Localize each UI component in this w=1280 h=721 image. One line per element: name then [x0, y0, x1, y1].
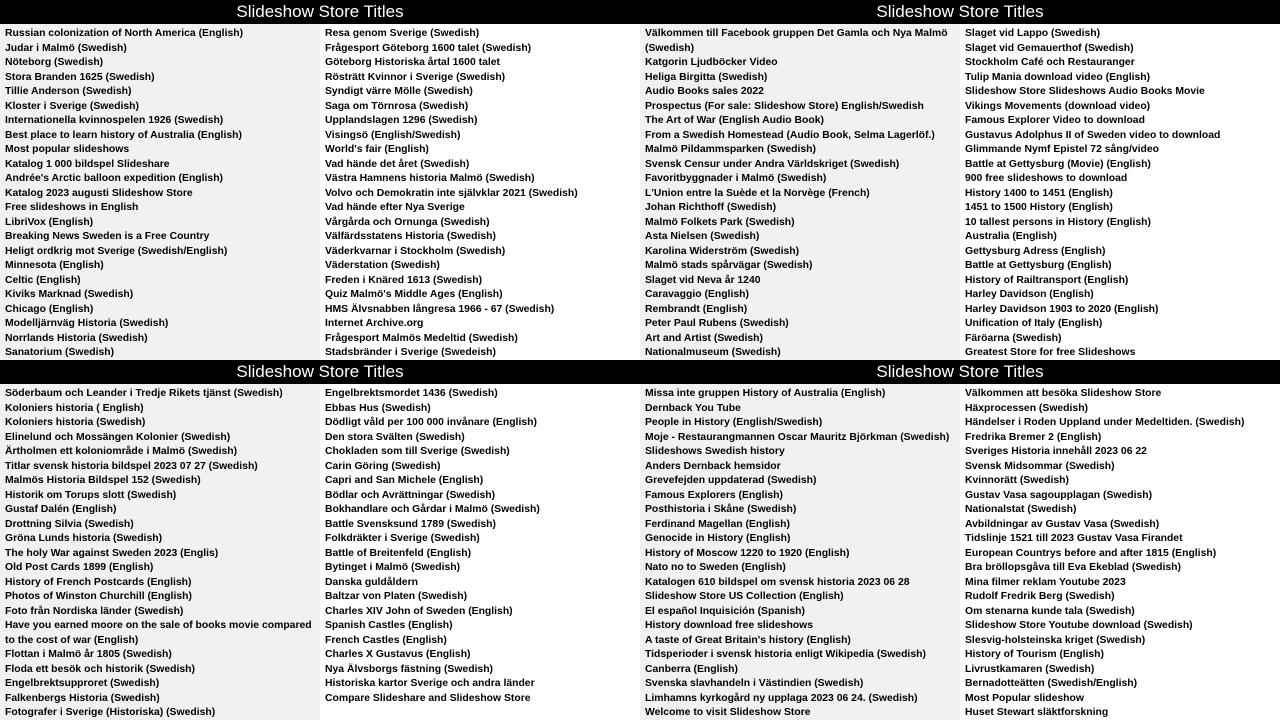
slideshow-title-link[interactable]: Historik om Torups slott (Swedish)	[5, 489, 177, 501]
slideshow-title-link[interactable]: Rudolf Fredrik Berg (Swedish)	[965, 591, 1115, 602]
slideshow-title-link[interactable]: Gröna Lunds historia (Swedish)	[5, 533, 163, 544]
slideshow-title-link[interactable]: Koloniers historia ( English)	[5, 402, 144, 414]
slideshow-title-link[interactable]: Göteborg Historiska årtal 1600 talet	[325, 57, 500, 68]
slideshow-title-link[interactable]: Malmös Historia Bildspel 152 (Swedish)	[5, 475, 201, 486]
slideshow-title-link[interactable]: Gettysburg Adress (English)	[965, 245, 1106, 257]
slideshow-title-link[interactable]: Photos of Winston Churchill (English)	[5, 591, 192, 602]
slideshow-title-link[interactable]: Karolina Widerström (Swedish)	[645, 245, 800, 257]
slideshow-title-link[interactable]: Missa inte gruppen History of Australia (English)	[645, 388, 886, 399]
slideshow-title-link[interactable]: Nationalmuseum (Swedish)	[645, 347, 781, 358]
slideshow-title-link[interactable]: Tidsperioder i svensk historia enligt Wikipedia (Swedish)	[645, 649, 926, 660]
slideshow-title-link[interactable]: Johan Richthoff (Swedish)	[645, 202, 777, 213]
slideshow-titles-panel-top-right	[640, 0, 1280, 360]
slideshow-titles-panel-top-left	[0, 0, 640, 360]
slideshow-title-link[interactable]: Nöteborg (Swedish)	[5, 57, 104, 68]
slideshow-title-link[interactable]: Malmö Folkets Park (Swedish)	[645, 216, 795, 228]
slideshow-title-link[interactable]: Genocide in History (English)	[645, 533, 791, 544]
slideshow-title-link[interactable]: Bytinget i Malmö (Swedish)	[325, 562, 461, 573]
slideshow-title-link[interactable]: Slideshow Store Youtube download (Swedish)	[965, 620, 1193, 631]
slideshow-title-link[interactable]: Audio Books sales 2022	[645, 86, 764, 97]
slideshow-title-link[interactable]: History of Moscow 1220 to 1920 (English)	[645, 547, 850, 559]
slideshow-title-link[interactable]: Söderbaum och Leander i Tredje Rikets tjänst (Swedish)	[5, 388, 283, 399]
slideshow-title-link[interactable]: Engelbrektsupproret (Swedish)	[5, 678, 160, 689]
slideshow-title-link[interactable]: Slideshow Store US Collection (English)	[645, 591, 844, 602]
slideshow-title-link[interactable]: Posthistoria i Skåne (Swedish)	[645, 504, 797, 515]
slideshow-title-link[interactable]: Slideshow Store Slideshows Audio Books Movie	[965, 86, 1205, 97]
slideshow-title-link[interactable]: Internet Archive.org	[325, 318, 424, 329]
panel-title: Slideshow Store Titles	[640, 360, 1280, 384]
slideshow-title-link[interactable]: Den stora Svälten (Swedish)	[325, 431, 465, 443]
slideshow-title-link[interactable]: World's fair (English)	[325, 144, 429, 155]
slideshow-title-link[interactable]: El español Inquisición (Spanish)	[645, 605, 805, 617]
slideshow-title-link[interactable]: Rembrandt (English)	[645, 303, 748, 315]
slideshow-title-link[interactable]: Tulip Mania download video (English)	[965, 71, 1151, 83]
slideshow-title-link[interactable]: Frågesport Malmös Medeltid (Swedish)	[325, 332, 518, 344]
slideshow-title-link[interactable]: Häxprocessen (Swedish)	[965, 402, 1088, 414]
slideshow-title-link[interactable]: Bra bröllopsgåva till Eva Ekeblad (Swedish)	[965, 562, 1181, 573]
slideshow-title-link[interactable]: Most Popular slideshow	[965, 692, 1084, 704]
slideshow-title-link[interactable]: Titlar svensk historia bildspel 2023 07 27 (Swedish)	[5, 460, 258, 472]
slideshow-title-link[interactable]: Huset Stewart släktforskning	[965, 707, 1109, 718]
slideshow-title-link[interactable]: Upplandslagen 1296 (Swedish)	[325, 115, 478, 126]
slideshow-title-link[interactable]: Spanish Castles (English)	[325, 620, 453, 631]
slideshow-title-link[interactable]: Ferdinand Magellan (English)	[645, 518, 790, 530]
slideshow-title-link[interactable]: Famous Explorers (English)	[645, 489, 783, 501]
slideshow-title-link[interactable]: Heliga Birgitta (Swedish)	[645, 71, 768, 83]
slideshow-title-link[interactable]: French Castles (English)	[325, 634, 447, 646]
slideshow-title-link[interactable]: Händelser i Roden Uppland under Medeltiden. (Swedish)	[965, 417, 1245, 428]
slideshow-title-link[interactable]: Kvinnorätt (Swedish)	[965, 475, 1069, 486]
slideshow-title-link[interactable]: Tillie Anderson (Swedish)	[5, 86, 132, 97]
slideshow-title-link[interactable]: Andrée's Arctic balloon expedition (English)	[5, 173, 224, 184]
slideshow-title-link[interactable]: Saga om Törnrosa (Swedish)	[325, 100, 469, 112]
slideshow-title-link[interactable]: Free slideshows in English	[5, 202, 139, 213]
slideshow-title-link[interactable]: History of Railtransport (English)	[965, 274, 1129, 286]
slideshow-title-link[interactable]: Gustavus Adolphus II of Sweden video to download	[965, 129, 1221, 141]
title-column-right	[320, 384, 640, 720]
slideshow-title-link[interactable]: Avbildningar av Gustav Vasa (Swedish)	[965, 518, 1160, 530]
slideshow-title-link[interactable]: Freden i Knäred 1613 (Swedish)	[325, 274, 483, 286]
slideshow-title-link[interactable]: Favoritbyggnader i Malmö (Swedish)	[645, 173, 827, 184]
slideshow-title-link[interactable]: Visingsö (English/Swedish)	[325, 129, 461, 141]
slideshow-title-link[interactable]: Fredrika Bremer 2 (English)	[965, 431, 1102, 443]
slideshow-title-link[interactable]: Old Post Cards 1899 (English)	[5, 562, 154, 573]
panel-title: Slideshow Store Titles	[0, 360, 640, 384]
slideshow-title-link[interactable]: Carin Göring (Swedish)	[325, 460, 441, 472]
title-column-right	[320, 24, 640, 360]
slideshow-title-link[interactable]: Sveriges Historia innehåll 2023 06 22	[965, 446, 1147, 457]
slideshow-title-link[interactable]: Välkommen till Facebook gruppen Det Gamla och Nya Malmö (Swedish)	[645, 28, 948, 54]
slideshow-title-link[interactable]: Modelljärnväg Historia (Swedish)	[5, 318, 169, 329]
slideshow-title-link[interactable]: Vårgårda och Ornunga (Swedish)	[325, 216, 490, 228]
panel-title: Slideshow Store Titles	[0, 0, 640, 24]
slideshow-title-link[interactable]: HMS Älvsnabben långresa 1966 - 67 (Swedish)	[325, 303, 555, 315]
slideshow-title-link[interactable]: Harley Davidson (English)	[965, 289, 1094, 300]
slideshow-title-link[interactable]: Falkenbergs Historia (Swedish)	[5, 692, 160, 704]
slideshow-title-link[interactable]: Heligt ordkrig mot Sverige (Swedish/English)	[5, 245, 228, 257]
slideshow-title-link[interactable]: Harley Davidson 1903 to 2020 (English)	[965, 303, 1159, 315]
slideshow-title-link[interactable]: Nya Älvsborgs fästning (Swedish)	[325, 663, 494, 675]
slideshow-title-link[interactable]: Ebbas Hus (Swedish)	[325, 402, 431, 414]
slideshow-title-link[interactable]: History download free slideshows	[645, 620, 814, 631]
slideshow-title-link[interactable]: Danska guldåldern	[325, 576, 418, 588]
slideshow-title-link[interactable]: Elinelund och Mossängen Kolonier (Swedish)	[5, 431, 231, 443]
slideshow-title-link[interactable]: Bokhandlare och Gårdar i Malmö (Swedish)	[325, 504, 540, 515]
slideshow-title-link[interactable]: Katgorin Ljudböcker Video	[645, 57, 778, 68]
slideshow-title-link[interactable]: History of French Postcards (English)	[5, 576, 192, 588]
slideshow-title-link[interactable]: Koloniers historia (Swedish)	[5, 417, 146, 428]
slideshow-title-link[interactable]: History of Tourism (English)	[965, 649, 1104, 660]
slideshow-title-link[interactable]: A taste of Great Britain's history (English)	[645, 634, 851, 646]
slideshow-title-link[interactable]: Välfärdsstatens Historia (Swedish)	[325, 231, 496, 242]
slideshow-title-link[interactable]: Battle at Gettysburg (English)	[965, 260, 1112, 271]
slideshow-title-link[interactable]: Historiska kartor Sverige och andra länder	[325, 678, 535, 689]
slideshow-title-link[interactable]: The Art of War (English Audio Book)	[645, 115, 824, 126]
slideshow-title-link[interactable]: Malmö Pildammsparken (Swedish)	[645, 144, 816, 155]
slideshow-title-link[interactable]: Nationalstat (Swedish)	[965, 504, 1077, 515]
slideshow-title-link[interactable]: Chokladen som till Sverige (Swedish)	[325, 446, 510, 457]
slideshow-title-link[interactable]: 10 tallest persons in History (English)	[965, 216, 1151, 228]
slideshow-title-link[interactable]: Most popular slideshows	[5, 144, 130, 155]
slideshow-title-link[interactable]: Katalog 1 000 bildspel Slideshare	[5, 158, 170, 170]
slideshow-title-link[interactable]: Kiviks Marknad (Swedish)	[5, 289, 134, 300]
slideshow-title-link[interactable]: Färöarna (Swedish)	[965, 332, 1062, 344]
slideshow-title-link[interactable]: Welcome to visit Slideshow Store	[645, 707, 811, 718]
slideshow-title-link[interactable]: Vad hände efter Nya Sverige	[325, 202, 465, 213]
slideshow-title-link[interactable]: Battle at Gettysburg (Movie) (English)	[965, 158, 1151, 170]
slideshow-title-link[interactable]: Peter Paul Rubens (Swedish)	[645, 318, 789, 329]
slideshow-title-link[interactable]: European Countrys before and after 1815 (English)	[965, 547, 1217, 559]
slideshow-title-link[interactable]: Tidslinje 1521 till 2023 Gustav Vasa Firandet	[965, 533, 1183, 544]
slideshow-title-link[interactable]: Chicago (English)	[5, 303, 94, 315]
slideshow-title-link[interactable]: History 1400 to 1451 (English)	[965, 187, 1113, 199]
slideshow-title-link[interactable]: Välkommen att besöka Slideshow Store	[965, 388, 1162, 399]
slideshow-title-link[interactable]: The holy War against Sweden 2023 (Englis)	[5, 547, 219, 559]
slideshow-title-link[interactable]: Mina filmer reklam Youtube 2023	[965, 576, 1126, 588]
slideshow-title-link[interactable]: Folkdräkter i Sverige (Swedish)	[325, 533, 480, 544]
slideshow-title-link[interactable]: Australia (English)	[965, 231, 1057, 242]
slideshow-title-link[interactable]: Vikings Movements (download video)	[965, 100, 1151, 112]
slideshow-title-link[interactable]: Väderkvarnar i Stockholm (Swedish)	[325, 245, 506, 257]
slideshow-title-link[interactable]: Slesvig-holsteinska kriget (Swedish)	[965, 634, 1146, 646]
title-column-left	[0, 24, 320, 360]
slideshow-title-link[interactable]: Svenska slavhandeln i Västindien (Swedish)	[645, 678, 864, 689]
panel-title: Slideshow Store Titles	[640, 0, 1280, 24]
slideshow-title-link[interactable]: Bödlar och Avrättningar (Swedish)	[325, 489, 496, 501]
slideshow-title-link[interactable]: Prospectus (For sale: Slideshow Store) English/Swedish	[645, 100, 924, 112]
slideshow-title-link[interactable]: Katalogen 610 bildspel om svensk historia 2023 06 28	[645, 576, 910, 588]
slideshow-title-link[interactable]: Foto från Nordiska länder (Swedish)	[5, 605, 184, 617]
slideshow-title-link[interactable]: Compare Slideshare and Slideshow Store	[325, 692, 531, 704]
slideshow-title-link[interactable]: Svensk Midsommar (Swedish)	[965, 460, 1115, 472]
slideshow-title-link[interactable]: Stora Branden 1625 (Swedish)	[5, 71, 155, 83]
slideshow-title-link[interactable]: Internationella kvinnospelen 1926 (Swedish)	[5, 115, 224, 126]
slideshow-title-link[interactable]: Resa genom Sverige (Swedish)	[325, 28, 480, 39]
slideshow-title-link[interactable]: Kloster i Sverige (Swedish)	[5, 100, 139, 112]
slideshow-title-link[interactable]: 1451 to 1500 History (English)	[965, 202, 1113, 213]
title-column-right	[960, 24, 1280, 360]
slideshow-title-link[interactable]: Rösträtt Kvinnor i Sverige (Swedish)	[325, 71, 506, 83]
slideshow-title-link[interactable]: Anders Dernback hemsidor	[645, 460, 781, 472]
slideshow-title-link[interactable]: Norrlands Historia (Swedish)	[5, 332, 148, 344]
slideshow-title-link[interactable]: Stockholm Café och Restauranger	[965, 57, 1135, 68]
slideshow-title-link[interactable]: Dernback You Tube	[645, 402, 741, 414]
title-column-left	[640, 384, 960, 720]
title-column-right	[960, 384, 1280, 720]
slideshow-title-link[interactable]: Art and Artist (Swedish)	[645, 332, 763, 344]
slideshow-titles-panel-bottom-right	[640, 360, 1280, 720]
slideshow-title-link[interactable]: Russian colonization of North America (English)	[5, 28, 244, 39]
slideshow-title-link[interactable]: People in History (English/Swedish)	[645, 417, 823, 428]
slideshow-title-link[interactable]: Västra Hamnens historia Malmö (Swedish)	[325, 173, 535, 184]
slideshow-title-link[interactable]: Stadsbränder i Sverige (Swedeish)	[325, 347, 496, 358]
slideshow-title-link[interactable]: Limhamns kyrkogård ny upplaga 2023 06 24. (Swedish)	[645, 692, 918, 704]
slideshow-title-link[interactable]: Livrustkamaren (Swedish)	[965, 663, 1095, 675]
slideshow-title-link[interactable]: L'Union entre la Suède et la Norvège (French)	[645, 187, 870, 199]
slideshow-title-link[interactable]: Slaget vid Lappo (Swedish)	[965, 28, 1101, 39]
title-column-left	[0, 384, 320, 720]
slideshow-title-link[interactable]: Capri and San Michele (English)	[325, 475, 484, 486]
slideshow-title-link[interactable]: Ärtholmen ett koloniområde i Malmö (Swedish)	[5, 446, 238, 457]
slideshow-title-link[interactable]: Best place to learn history of Australia (English)	[5, 129, 242, 141]
slideshow-title-link[interactable]: Canberra (English)	[645, 663, 738, 675]
slideshow-title-link[interactable]: Baltzar von Platen (Swedish)	[325, 591, 468, 602]
slideshow-title-link[interactable]: Slaget vid Gemauerthof (Swedish)	[965, 42, 1134, 54]
slideshow-title-link[interactable]: Charles XIV John of Sweden (English)	[325, 605, 513, 617]
title-column-left	[640, 24, 960, 360]
slideshow-title-link[interactable]: Battle of Breitenfeld (English)	[325, 547, 472, 559]
slideshow-title-link[interactable]: Unification of Italy (English)	[965, 318, 1103, 329]
slideshow-title-link[interactable]: Grevefejden uppdaterad (Swedish)	[645, 475, 817, 486]
slideshow-title-link[interactable]: Battle Svensksund 1789 (Swedish)	[325, 518, 496, 530]
slideshow-title-link[interactable]: Asta Nielsen (Swedish)	[645, 231, 760, 242]
slideshow-title-link[interactable]: Celtic (English)	[5, 274, 81, 286]
slideshow-title-link[interactable]: Have you earned moore on the sale of books movie compared to the cost of war (English)	[5, 620, 312, 646]
slideshow-title-link[interactable]: Floda ett besök och historik (Swedish)	[5, 663, 195, 675]
slideshow-title-link[interactable]: Slideshows Swedish history	[645, 446, 785, 457]
slideshow-title-link[interactable]: Breaking News Sweden is a Free Country	[5, 231, 210, 242]
slideshow-title-link[interactable]: Drottning Silvia (Swedish)	[5, 518, 134, 530]
slideshow-title-link[interactable]: Moje - Restaurangmannen Oscar Mauritz Björkman (Swedish)	[645, 431, 950, 443]
slideshow-title-link[interactable]: Syndigt värre Mölle (Swedish)	[325, 86, 473, 97]
slideshow-title-link[interactable]: Caravaggio (English)	[645, 289, 749, 300]
slideshow-title-link[interactable]: Flottan i Malmö år 1805 (Swedish)	[5, 649, 172, 660]
slideshow-title-link[interactable]: Famous Explorer Video to download	[965, 115, 1145, 126]
slideshow-title-link[interactable]: Svensk Censur under Andra Världskriget (Swedish)	[645, 158, 900, 170]
slideshow-title-link[interactable]: Frågesport Göteborg 1600 talet (Swedish)	[325, 42, 532, 54]
slideshow-title-link[interactable]: Bernadotteätten (Swedish/English)	[965, 678, 1138, 689]
slideshow-titles-panel-bottom-left	[0, 360, 640, 720]
slideshow-title-link[interactable]: Engelbrektsmordet 1436 (Swedish)	[325, 388, 498, 399]
slideshow-title-link[interactable]: LibriVox (English)	[5, 216, 94, 228]
slideshow-title-link[interactable]: Slaget vid Neva år 1240	[645, 274, 761, 286]
slideshow-title-link[interactable]: Minnesota (English)	[5, 260, 104, 271]
slideshow-title-link[interactable]: Katalog 2023 augusti Slideshow Store	[5, 187, 193, 199]
slideshow-title-link[interactable]: Nato no to Sweden (English)	[645, 562, 786, 573]
slideshow-title-link[interactable]: Sanatorium (Swedish)	[5, 347, 115, 358]
slideshow-title-link[interactable]: Quiz Malmö's Middle Ages (English)	[325, 289, 503, 300]
slideshow-title-link[interactable]: Greatest Store for free Slideshows	[965, 347, 1136, 358]
slideshow-title-link[interactable]: Charles X Gustavus (English)	[325, 649, 471, 660]
slideshow-title-link[interactable]: Volvo och Demokratin inte självklar 2021 (Swedish)	[325, 187, 578, 199]
slideshow-title-link[interactable]: Gustav Vasa sagoupplagan (Swedish)	[965, 489, 1153, 501]
slideshow-title-link[interactable]: 900 free slideshows to download	[965, 173, 1128, 184]
slideshow-title-link[interactable]: Dödligt våld per 100 000 invånare (English)	[325, 417, 537, 428]
slideshow-title-link[interactable]: Fotografer i Sverige (Historiska) (Swedish)	[5, 707, 216, 718]
slideshow-title-link[interactable]: Vad hände det året (Swedish)	[325, 158, 470, 170]
slideshow-title-link[interactable]: From a Swedish Homestead (Audio Book, Selma Lagerlöf.)	[645, 129, 935, 141]
slideshow-title-link[interactable]: Glimmande Nymf Epistel 72 sång/video	[965, 144, 1160, 155]
slideshow-title-link[interactable]: Väderstation (Swedish)	[325, 260, 440, 271]
slideshow-title-link[interactable]: Malmö stads spårvägar (Swedish)	[645, 260, 813, 271]
slideshow-title-link[interactable]: Judar i Malmö (Swedish)	[5, 42, 127, 54]
slideshow-title-link[interactable]: Om stenarna kunde tala (Swedish)	[965, 605, 1135, 617]
slideshow-title-link[interactable]: Gustaf Dalén (English)	[5, 504, 117, 515]
